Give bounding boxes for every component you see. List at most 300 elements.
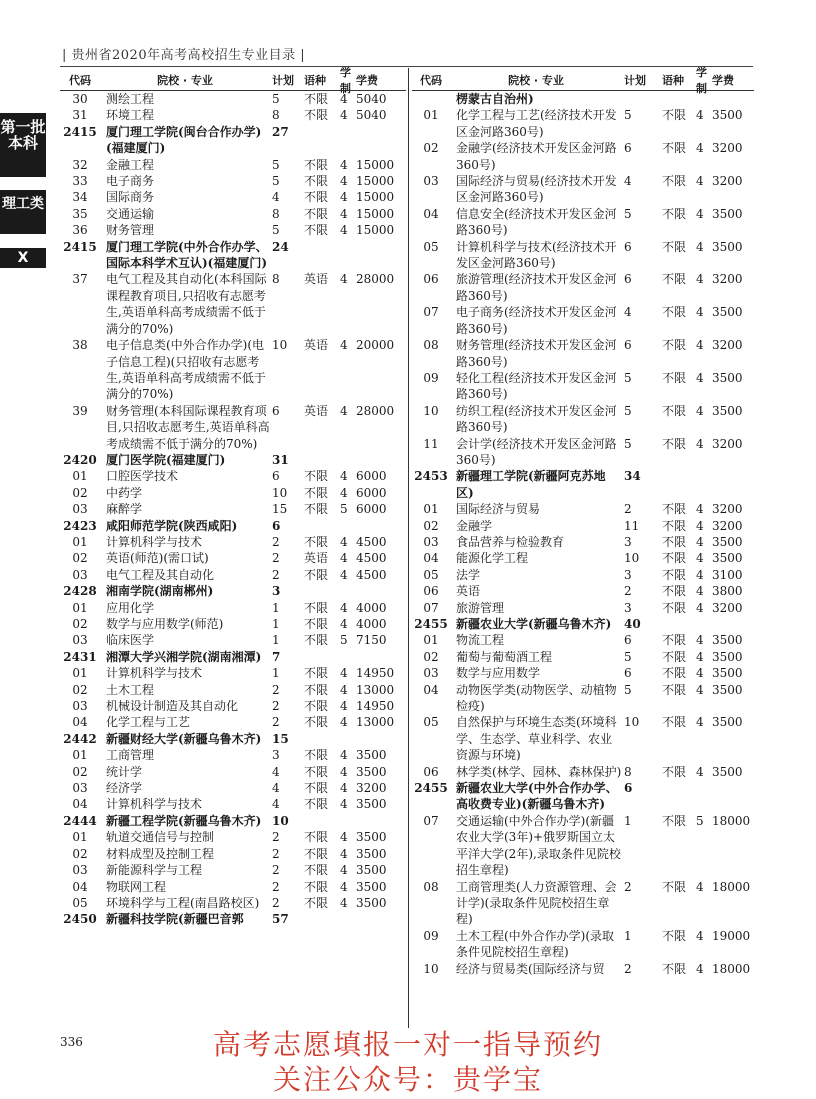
cell-plan: 4	[272, 797, 280, 812]
cell-code: 02	[72, 764, 88, 779]
cell-name: 金融工程	[106, 157, 155, 172]
cell-fee	[356, 731, 400, 747]
cell-name: 新疆工程学院(新疆乌鲁木齐)	[106, 813, 262, 828]
cell-years: 4	[696, 518, 704, 533]
cell-fee: 3100	[712, 567, 743, 582]
cell-plan: 10	[624, 551, 640, 566]
major-row	[60, 468, 406, 484]
cell-plan: 4	[624, 174, 632, 189]
major-row	[412, 879, 754, 928]
cell-name: 交通运输	[106, 206, 155, 221]
cell-lang: 不限	[304, 715, 329, 730]
major-row	[60, 189, 406, 205]
cell-lang: 不限	[662, 206, 687, 221]
cell-code: 11	[423, 436, 439, 451]
cell-years: 4	[340, 567, 348, 582]
cell-fee: 3200	[712, 272, 743, 287]
cell-years	[340, 731, 356, 747]
cell-lang: 不限	[662, 534, 687, 549]
major-row	[412, 436, 754, 469]
cell-years: 4	[340, 92, 348, 106]
major-row	[60, 616, 406, 632]
cell-fee: 14950	[356, 666, 395, 681]
cell-name: 计算机科学与技术	[106, 797, 203, 812]
cell-code: 07	[423, 813, 439, 828]
cell-fee: 3500	[712, 206, 743, 221]
cell-code: 03	[72, 699, 88, 714]
cell-name: 食品营养与检验教育	[456, 534, 565, 549]
cell-years: 4	[696, 403, 704, 418]
cell-years: 4	[696, 682, 704, 697]
cell-years: 4	[696, 305, 704, 320]
cell-lang: 不限	[662, 370, 687, 385]
cell-fee: 14950	[356, 699, 395, 714]
major-row	[412, 304, 754, 337]
cell-plan: 6	[272, 518, 281, 533]
cell-fee	[712, 780, 756, 813]
cell-plan: 6	[624, 633, 632, 648]
major-row	[60, 764, 406, 780]
cell-name: 英语(师范)(需口试)	[106, 551, 209, 566]
cell-lang: 不限	[662, 715, 687, 730]
cell-plan: 5	[624, 682, 632, 697]
cell-fee: 4500	[356, 551, 387, 566]
cell-code: 35	[72, 206, 88, 221]
cell-fee: 3500	[712, 551, 743, 566]
cell-plan: 1	[272, 666, 280, 681]
cell-years: 4	[696, 370, 704, 385]
cell-years: 4	[696, 600, 704, 615]
major-row	[412, 665, 754, 681]
cell-code: 2453	[414, 469, 448, 484]
cell-plan: 27	[272, 124, 289, 139]
cell-years: 4	[696, 567, 704, 582]
cell-plan: 57	[272, 912, 289, 927]
cell-lang: 不限	[304, 108, 329, 123]
cell-code: 03	[72, 633, 88, 648]
cell-code: 31	[72, 108, 88, 123]
header-plan: 计划	[272, 74, 294, 87]
cell-name: 轻化工程(经济技术开发区金河路360号)	[456, 370, 617, 402]
header-lang: 语种	[662, 74, 684, 87]
major-row	[412, 206, 754, 239]
cell-plan: 2	[272, 699, 280, 714]
school-row	[412, 780, 754, 813]
cell-name: 国际商务	[106, 190, 155, 205]
cell-years	[340, 518, 356, 534]
major-row	[412, 567, 754, 583]
major-row	[412, 370, 754, 403]
cell-plan: 2	[272, 715, 280, 730]
cell-lang	[660, 91, 696, 107]
cell-code: 08	[423, 338, 439, 353]
cell-years: 5	[696, 813, 704, 828]
cell-code: 05	[423, 567, 439, 582]
major-row	[60, 714, 406, 730]
cell-plan: 3	[624, 567, 632, 582]
cell-name: 环境科学与工程(南昌路校区)	[106, 895, 260, 910]
cell-name: 纺织工程(经济技术开发区金河路360号)	[456, 403, 617, 435]
cell-plan: 2	[624, 584, 632, 599]
cell-lang: 英语	[304, 551, 329, 566]
school-row	[412, 616, 754, 632]
cell-plan: 6	[624, 239, 632, 254]
cell-fee	[356, 649, 400, 665]
cell-name: 工商管理	[106, 748, 155, 763]
cell-lang	[660, 468, 696, 501]
cell-years: 4	[696, 551, 704, 566]
cell-fee: 3500	[712, 305, 743, 320]
cell-years: 4	[340, 534, 348, 549]
cell-plan: 8	[272, 108, 280, 123]
cell-code: 2423	[63, 518, 97, 533]
school-row	[60, 649, 406, 665]
cell-fee: 3500	[356, 846, 387, 861]
major-row	[412, 140, 754, 173]
cell-years: 4	[696, 534, 704, 549]
cell-years: 4	[696, 108, 704, 123]
cell-fee: 6000	[356, 469, 387, 484]
major-row	[412, 632, 754, 648]
cell-lang: 不限	[662, 141, 687, 156]
major-row	[60, 91, 406, 107]
school-row	[60, 583, 406, 599]
major-row	[412, 600, 754, 616]
page-header: | 贵州省2020年高考高校招生专业目录 |	[62, 48, 306, 63]
major-row	[60, 403, 406, 452]
cell-lang: 不限	[662, 239, 687, 254]
major-row	[60, 665, 406, 681]
cell-fee: 4500	[356, 534, 387, 549]
cell-name: 环境工程	[106, 108, 155, 123]
cell-code: 09	[423, 370, 439, 385]
major-row	[60, 780, 406, 796]
cell-name: 湘潭大学兴湘学院(湖南湘潭)	[106, 649, 262, 664]
cell-plan: 2	[624, 961, 632, 976]
cell-fee: 13000	[356, 715, 395, 730]
cell-plan: 4	[624, 305, 632, 320]
cell-plan: 10	[272, 813, 289, 828]
cell-lang: 不限	[304, 846, 329, 861]
cell-code: 01	[72, 600, 88, 615]
cell-plan: 15	[272, 731, 289, 746]
cell-code: 01	[423, 633, 439, 648]
cell-plan: 5	[272, 157, 280, 172]
cell-fee: 18000	[712, 961, 751, 976]
cell-years	[696, 616, 712, 632]
cell-name: 麻醉学	[106, 502, 143, 517]
cell-name: 葡萄与葡萄酒工程	[456, 649, 553, 664]
cell-lang: 不限	[304, 781, 329, 796]
cell-code: 03	[72, 781, 88, 796]
cell-years	[340, 911, 356, 927]
cell-years: 5	[340, 633, 348, 648]
cell-fee: 3200	[712, 436, 743, 451]
cell-plan: 2	[624, 879, 632, 894]
cell-plan: 4	[272, 764, 280, 779]
school-row	[60, 518, 406, 534]
cell-name: 新能源科学与工程	[106, 863, 203, 878]
cell-lang: 不限	[662, 928, 687, 943]
cell-name: 林学类(林学、园林、森林保护)	[456, 764, 622, 779]
cell-lang: 不限	[662, 682, 687, 697]
cell-lang: 不限	[662, 666, 687, 681]
cell-lang: 英语	[304, 403, 329, 418]
cell-name: 新疆财经大学(新疆乌鲁木齐)	[106, 731, 262, 746]
cell-code: 2455	[414, 781, 448, 796]
cell-plan: 2	[272, 879, 280, 894]
cell-lang: 英语	[304, 272, 329, 287]
cell-years: 4	[340, 403, 348, 418]
cell-code: 2420	[63, 452, 97, 467]
cell-name: 厦门医学院(福建厦门)	[106, 452, 226, 467]
cell-fee: 18000	[712, 879, 751, 894]
cell-code: 09	[423, 928, 439, 943]
major-row	[60, 222, 406, 238]
cell-years: 4	[340, 666, 348, 681]
cell-years: 4	[340, 863, 348, 878]
cell-name: 自然保护与环境生态类(环境科学、生态学、草业科学、农业资源与环境)	[456, 715, 617, 763]
major-row	[412, 682, 754, 715]
cell-plan: 6	[272, 469, 280, 484]
school-row	[60, 813, 406, 829]
cell-code: 10	[423, 961, 439, 976]
cell-years: 4	[340, 272, 348, 287]
cell-code: 04	[423, 682, 439, 697]
cell-years: 4	[340, 338, 348, 353]
cell-years: 4	[696, 666, 704, 681]
cell-fee: 3200	[712, 518, 743, 533]
header-fee: 学费	[712, 74, 734, 87]
cell-name: 国际经济与贸易	[456, 502, 541, 517]
cell-lang: 不限	[304, 174, 329, 189]
cell-plan: 2	[272, 534, 280, 549]
cell-fee: 15000	[356, 190, 395, 205]
cell-lang: 不限	[662, 551, 687, 566]
cell-years: 4	[696, 239, 704, 254]
cell-code: 06	[423, 272, 439, 287]
cell-lang: 不限	[304, 863, 329, 878]
cell-years: 4	[696, 206, 704, 221]
cell-name: 化学工程与工艺	[106, 715, 191, 730]
cell-fee: 3200	[712, 502, 743, 517]
cell-fee: 13000	[356, 682, 395, 697]
cell-fee: 3500	[712, 649, 743, 664]
cell-fee: 3200	[356, 781, 387, 796]
cell-name: 数学与应用数学	[456, 666, 541, 681]
cell-lang	[304, 239, 340, 272]
cell-lang: 不限	[304, 600, 329, 615]
cell-lang: 不限	[304, 748, 329, 763]
cell-years: 4	[340, 485, 348, 500]
major-row	[60, 829, 406, 845]
cell-plan: 3	[624, 600, 632, 615]
cell-plan: 2	[272, 895, 280, 910]
cell-code	[412, 91, 450, 107]
cell-plan: 5	[624, 206, 632, 221]
cell-years: 4	[340, 174, 348, 189]
cell-code: 34	[72, 190, 88, 205]
cell-years: 4	[696, 338, 704, 353]
cell-plan: 1	[624, 813, 632, 828]
cell-fee: 3200	[712, 338, 743, 353]
cell-code: 2450	[63, 912, 97, 927]
cell-lang: 不限	[662, 518, 687, 533]
cell-lang	[304, 731, 340, 747]
cell-lang	[304, 583, 340, 599]
major-row	[412, 534, 754, 550]
cell-code: 04	[423, 551, 439, 566]
cell-lang: 不限	[662, 633, 687, 648]
major-row	[412, 271, 754, 304]
cell-code: 2431	[63, 649, 97, 664]
cell-fee: 28000	[356, 403, 395, 418]
cell-code: 04	[423, 206, 439, 221]
cell-code: 01	[423, 108, 439, 123]
major-row	[412, 649, 754, 665]
cell-plan: 2	[624, 502, 632, 517]
cell-lang: 不限	[304, 797, 329, 812]
cell-code: 01	[72, 534, 88, 549]
cell-name: 新疆理工学院(新疆阿克苏地区)	[456, 469, 606, 500]
cell-plan: 10	[272, 485, 288, 500]
cell-plan: 40	[624, 617, 641, 631]
cell-name: 数学与应用数学(师范)	[106, 617, 224, 631]
cell-lang: 不限	[304, 223, 329, 238]
major-row	[60, 485, 406, 501]
major-row	[412, 764, 754, 780]
cell-code: 2415	[63, 239, 97, 254]
cell-years	[340, 649, 356, 665]
cell-code: 03	[72, 567, 88, 582]
cell-name: 电气工程及其自动化	[106, 567, 215, 582]
cell-fee: 15000	[356, 157, 395, 172]
cell-lang: 不限	[304, 633, 329, 648]
cell-code: 2428	[63, 584, 97, 599]
cell-name: 经济学	[106, 781, 143, 796]
cell-name: 工商管理类(人力资源管理、会计学)(录取条件见院校招生章程)	[456, 879, 617, 927]
cell-years: 4	[340, 830, 348, 845]
cell-code: 03	[72, 502, 88, 517]
cell-name: 轨道交通信号与控制	[106, 830, 215, 845]
cell-fee: 3500	[712, 370, 743, 385]
cell-fee: 3500	[712, 534, 743, 549]
major-row	[412, 961, 754, 977]
cell-years	[340, 583, 356, 599]
cell-code: 02	[72, 682, 88, 697]
cell-code: 02	[72, 551, 88, 566]
cell-years	[340, 239, 356, 272]
cell-fee: 3200	[712, 600, 743, 615]
cell-fee	[356, 911, 400, 927]
right-table-body	[412, 91, 754, 977]
cell-fee	[712, 616, 756, 632]
cell-fee: 20000	[356, 338, 395, 353]
cell-fee: 15000	[356, 223, 395, 238]
watermark-line-2: 关注公众号：贵学宝	[272, 1063, 543, 1096]
cell-code: 03	[72, 863, 88, 878]
cell-lang: 不限	[662, 649, 687, 664]
cell-name: 英语	[456, 584, 481, 599]
cell-code: 36	[72, 223, 88, 238]
cell-code: 05	[72, 895, 88, 910]
cell-fee: 4500	[356, 567, 387, 582]
cell-years: 4	[340, 108, 348, 123]
cell-years: 4	[340, 764, 348, 779]
cell-years: 4	[696, 502, 704, 517]
cell-code: 2415	[63, 124, 97, 139]
major-row	[412, 550, 754, 566]
school-row	[60, 911, 406, 927]
side-tab-letter: X	[0, 248, 46, 268]
cell-fee	[356, 813, 400, 829]
cell-code: 02	[72, 485, 88, 500]
cell-fee: 5040	[356, 92, 387, 106]
cell-fee	[712, 91, 756, 107]
major-row	[412, 928, 754, 961]
cell-fee: 4000	[356, 600, 387, 615]
cell-name: 统计学	[106, 764, 143, 779]
cell-years: 4	[340, 846, 348, 861]
table-header	[60, 66, 406, 95]
cell-years: 4	[696, 715, 704, 730]
right-column	[412, 66, 754, 977]
header-code: 代码	[420, 74, 442, 87]
header-lang: 语种	[304, 74, 326, 87]
cell-years: 4	[696, 649, 704, 664]
cell-plan: 6	[624, 141, 632, 156]
cell-lang: 不限	[662, 764, 687, 779]
cell-plan: 2	[272, 863, 280, 878]
cell-plan: 2	[272, 830, 280, 845]
cell-fee: 3500	[356, 879, 387, 894]
cell-code: 02	[423, 141, 439, 156]
cell-name: 交通运输(中外合作办学)(新疆农业大学(3年)+俄罗斯国立太平洋大学(2年),录取条件见院校招生章程)	[456, 813, 621, 878]
cell-years: 4	[340, 190, 348, 205]
major-row	[412, 714, 754, 763]
cell-years: 4	[340, 879, 348, 894]
cell-lang	[304, 124, 340, 157]
cell-plan: 3	[272, 584, 281, 599]
major-row	[60, 271, 406, 337]
cell-lang: 不限	[304, 485, 329, 500]
cell-fee	[356, 124, 400, 157]
cell-code: 2442	[63, 731, 97, 746]
cell-plan: 5	[624, 649, 632, 664]
cell-name: 财务管理(本科国际课程教育项目,只招收志愿考生,英语单科高考成绩需不低于满分的70%)	[106, 403, 270, 451]
cell-code: 01	[72, 469, 88, 484]
cell-code: 02	[72, 617, 88, 631]
cell-code: 32	[72, 157, 88, 172]
cell-code: 01	[72, 748, 88, 763]
cell-years: 4	[340, 797, 348, 812]
cell-code: 06	[423, 584, 439, 599]
cell-lang: 不限	[662, 600, 687, 615]
cell-lang: 不限	[662, 567, 687, 582]
cell-lang: 不限	[662, 403, 687, 418]
cell-fee: 3500	[712, 764, 743, 779]
cell-fee	[356, 518, 400, 534]
cell-name: 厦门理工学院(闽台合作办学)(福建厦门)	[106, 124, 262, 156]
cell-years	[340, 124, 356, 157]
header-name: 院校 · 专业	[157, 74, 213, 87]
cell-plan: 1	[624, 928, 632, 943]
cell-code: 39	[72, 403, 88, 418]
major-row	[60, 796, 406, 812]
cell-plan: 24	[272, 239, 289, 254]
cell-name: 电子商务(经济技术开发区金河路360号)	[456, 305, 617, 336]
cell-name: 测绘工程	[106, 92, 155, 106]
